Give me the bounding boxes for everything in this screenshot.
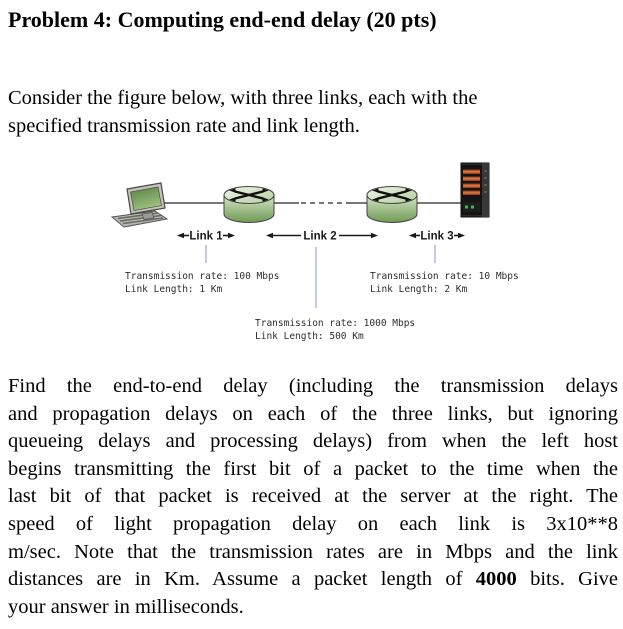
problem-line-4: begins transmitting the first bit of a packet to the time when the <box>8 457 618 480</box>
link2-length: Link Length: 500 Km <box>255 331 364 342</box>
link1-spec-label <box>125 271 279 295</box>
problem-line-7: m/sec. Note that the transmission rates are in Mbps and the link <box>8 540 618 563</box>
network-figure <box>0 150 623 362</box>
problem-line-9: your answer in milliseconds. <box>8 595 244 618</box>
link1-rate: Transmission rate: 100 Mbps <box>125 271 280 282</box>
problem-line-3: queueing delays and processing delays) from when the left host <box>8 430 618 453</box>
led-green <box>465 206 468 209</box>
drive-bay <box>463 184 480 189</box>
link3-rate: Transmission rate: 10 Mbps <box>370 271 519 282</box>
network-diagram <box>0 150 623 362</box>
problem-line-1: Find the end-to-end delay (including the transmission delays <box>8 375 618 397</box>
intro-paragraph <box>8 84 608 140</box>
line8-pre: distances are in Km. Assume a packet length of <box>8 568 463 591</box>
link3-spec-label <box>370 271 519 295</box>
led-green <box>471 206 474 209</box>
link3-label: Link 3 <box>420 230 454 243</box>
host-computer-icon <box>112 183 167 227</box>
intro-line-1: Consider the figure below, with three links, each with the <box>8 87 478 109</box>
page-title: Problem 4: Computing end-end delay (20 pts) <box>8 7 437 32</box>
link2-rate: Transmission rate: 1000 Mbps <box>255 318 416 329</box>
packet-length-value: 4000 <box>475 568 517 591</box>
link2-spec-label <box>255 318 415 342</box>
link1-length: Link Length: 1 Km <box>125 284 223 295</box>
link3-length: Link Length: 2 Km <box>370 284 468 295</box>
server-icon <box>461 163 489 217</box>
link2-span-arrow <box>266 231 378 243</box>
drive-bay <box>463 170 480 175</box>
problem-line-6: speed of light propagation delay on each link is 3x10**8 <box>8 512 618 535</box>
problem-line-8 <box>8 566 618 594</box>
line8-post: bits. Give <box>530 568 618 591</box>
link1-label: Link 1 <box>189 230 223 243</box>
drive-bay <box>463 191 480 196</box>
router-icon <box>367 187 417 223</box>
problem-paragraph <box>8 373 618 621</box>
problem-line-2: and propagation delays on each of the three links, but ignoring <box>8 402 618 425</box>
intro-line-2: specified transmission rate and link length. <box>8 115 360 137</box>
link1-span-arrow <box>177 231 235 243</box>
drive-bay <box>463 177 480 182</box>
problem-line-5: last bit of that packet is received at the server at the right. The <box>8 485 618 508</box>
link2-label: Link 2 <box>303 230 337 243</box>
link3-span-arrow <box>409 231 465 243</box>
router-icon <box>224 187 274 223</box>
